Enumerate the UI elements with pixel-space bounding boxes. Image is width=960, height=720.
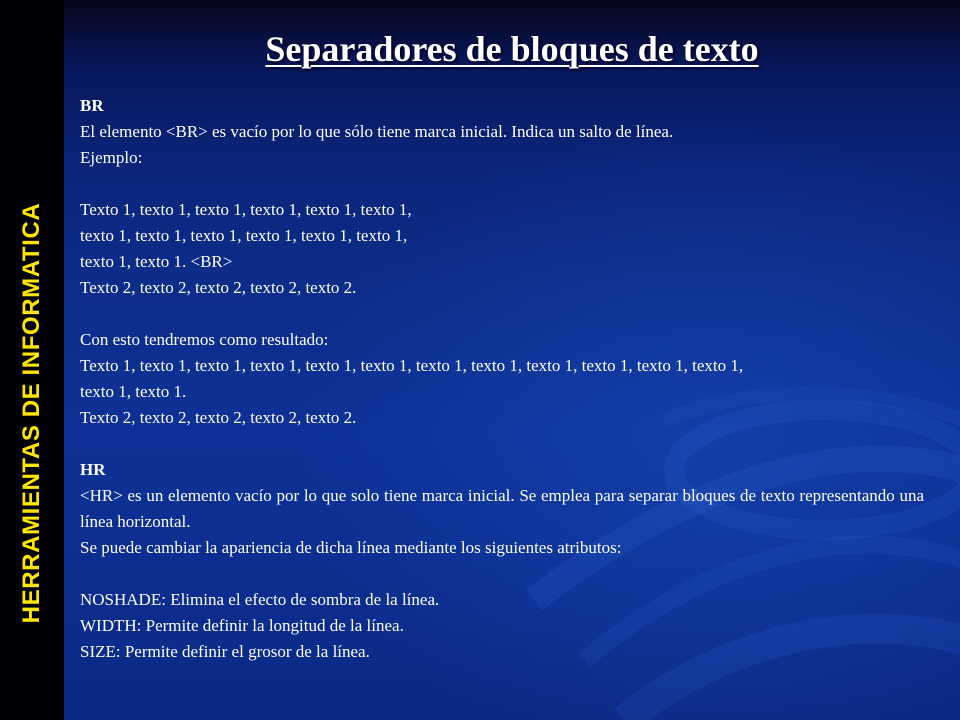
code-line: Texto 1, texto 1, texto 1, texto 1, texto 1, texto 1, [80,200,412,219]
code-line: texto 1, texto 1, texto 1, texto 1, texto 1, texto 1, [80,226,408,245]
slide-title: Separadores de bloques de texto [265,29,759,69]
left-sidebar [0,0,64,720]
spacer [80,301,924,327]
side-title: HERRAMIENTAS DE INFORMATICA [18,202,45,624]
code-line: Texto 2, texto 2, texto 2, texto 2, texto 2. [80,278,357,297]
hr-heading: HR [80,460,106,479]
spacer [80,431,924,457]
slide-panel [64,0,960,720]
result-label: Con esto tendremos como resultado: [80,330,329,349]
result-line: Texto 2, texto 2, texto 2, texto 2, texto 2. [80,408,357,427]
hr-description: <HR> es un elemento vacío por lo que solo tiene marca inicial. Se emplea para separar bloques de texto representando una línea horizontal. [80,486,924,531]
br-example-label: Ejemplo: [80,148,143,167]
br-heading: BR [80,96,104,115]
br-description: El elemento <BR> es vacío por lo que sólo tiene marca inicial. Indica un salto de línea. [80,122,674,141]
slide-content [80,93,924,665]
result-line: Texto 1, texto 1, texto 1, texto 1, texto 1, texto 1, texto 1, texto 1, texto 1, texto 1, texto 1, texto 1, [80,356,744,375]
attribute-item: SIZE: Permite definir el grosor de la línea. [80,642,370,661]
hr-attributes-intro: Se puede cambiar la apariencia de dicha línea mediante los siguientes atributos: [80,538,622,557]
spacer [80,561,924,587]
attribute-item: NOSHADE: Elimina el efecto de sombra de la línea. [80,590,440,609]
attribute-item: WIDTH: Permite definir la longitud de la línea. [80,616,404,635]
spacer [80,171,924,197]
result-line: texto 1, texto 1. [80,382,187,401]
code-line: texto 1, texto 1. <BR> [80,252,233,271]
